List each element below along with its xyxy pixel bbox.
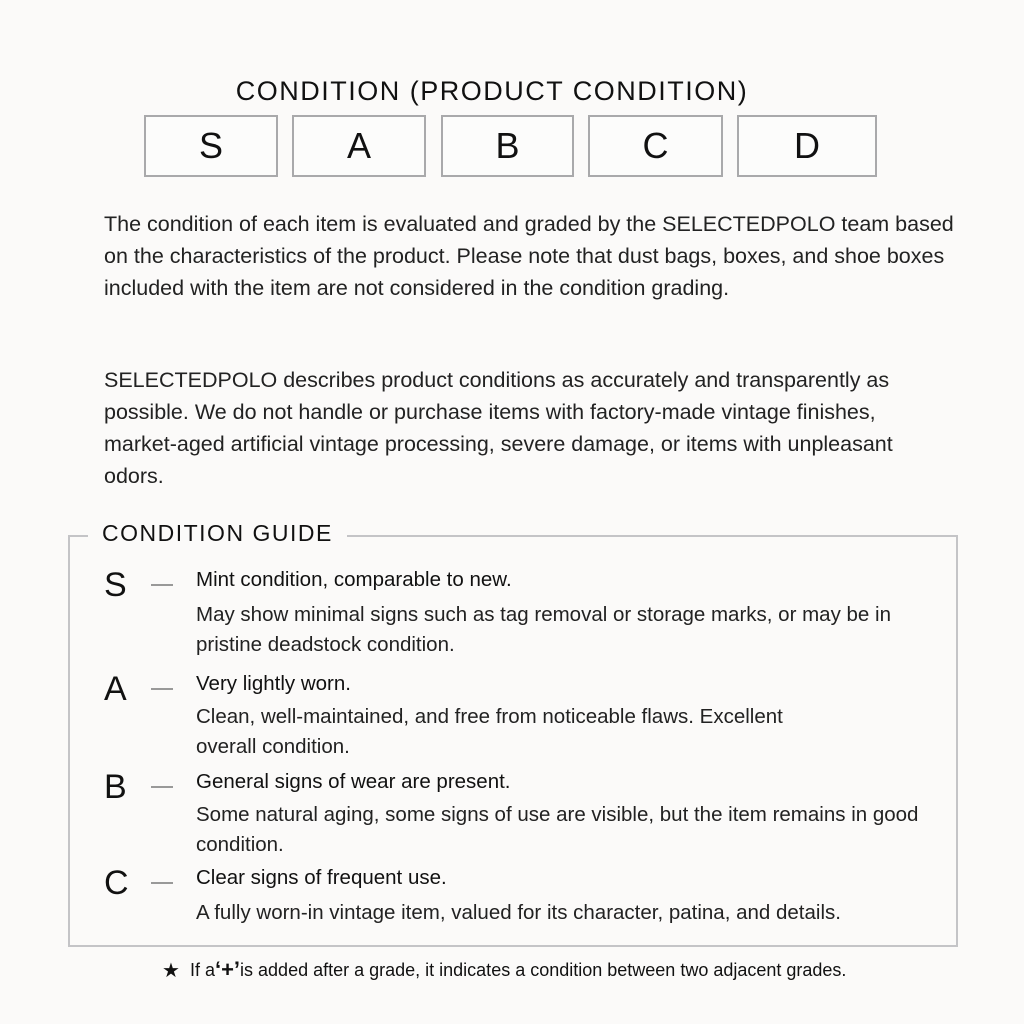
guide-headline: Very lightly worn. xyxy=(196,672,351,695)
intro-paragraph-grading: The condition of each item is evaluated and graded by the SELECTEDPOLO team based on the characteristics of the product. Please note that dust bags, boxes, and shoe boxes included with the item are not considered in the condition grading. xyxy=(104,212,954,300)
plus-symbol: ‘+’ xyxy=(214,957,241,982)
guide-dash xyxy=(151,786,173,788)
grade-box-s: S xyxy=(144,115,278,177)
guide-grade-letter: S xyxy=(104,566,127,604)
grade-box-a: A xyxy=(292,115,426,177)
guide-grade-letter: C xyxy=(104,864,129,902)
footnote-text-before: If a xyxy=(189,959,215,980)
guide-grade-letter: B xyxy=(104,768,127,806)
guide-headline: Clear signs of frequent use. xyxy=(196,866,447,889)
guide-headline: Mint condition, comparable to new. xyxy=(196,568,512,591)
intro-paragraph-policy: SELECTEDPOLO describes product conditions as accurately and transparently as possible. We do not handle or purchase items with factory-made vintage finishes, market-aged artificial vintage processing, severe damage, or items with unpleasant odors. xyxy=(104,368,893,488)
star-icon: ★ xyxy=(162,959,180,982)
grade-box-d: D xyxy=(737,115,877,177)
grade-box-c: C xyxy=(588,115,723,177)
guide-description: Clean, well-maintained, and free from noticeable flaws. Excellent overall condition. xyxy=(196,705,783,758)
condition-guide-title: CONDITION GUIDE xyxy=(88,520,347,547)
guide-dash xyxy=(151,688,173,690)
grade-box-b: B xyxy=(441,115,574,177)
footnote-text-after: is added after a grade, it indicates a condition between two adjacent grades. xyxy=(240,959,847,980)
guide-description: May show minimal signs such as tag removal or storage marks, or may be in pristine deadstock condition. xyxy=(196,603,891,656)
page-title: CONDITION (PRODUCT CONDITION) xyxy=(235,76,749,107)
guide-headline: General signs of wear are present. xyxy=(196,770,511,793)
guide-dash xyxy=(151,882,173,884)
guide-description: Some natural aging, some signs of use are visible, but the item remains in good condition. xyxy=(196,803,919,856)
guide-dash xyxy=(151,584,173,586)
guide-description: A fully worn-in vintage item, valued for its character, patina, and details. xyxy=(196,901,841,924)
footnote xyxy=(162,957,846,983)
guide-grade-letter: A xyxy=(104,670,127,708)
